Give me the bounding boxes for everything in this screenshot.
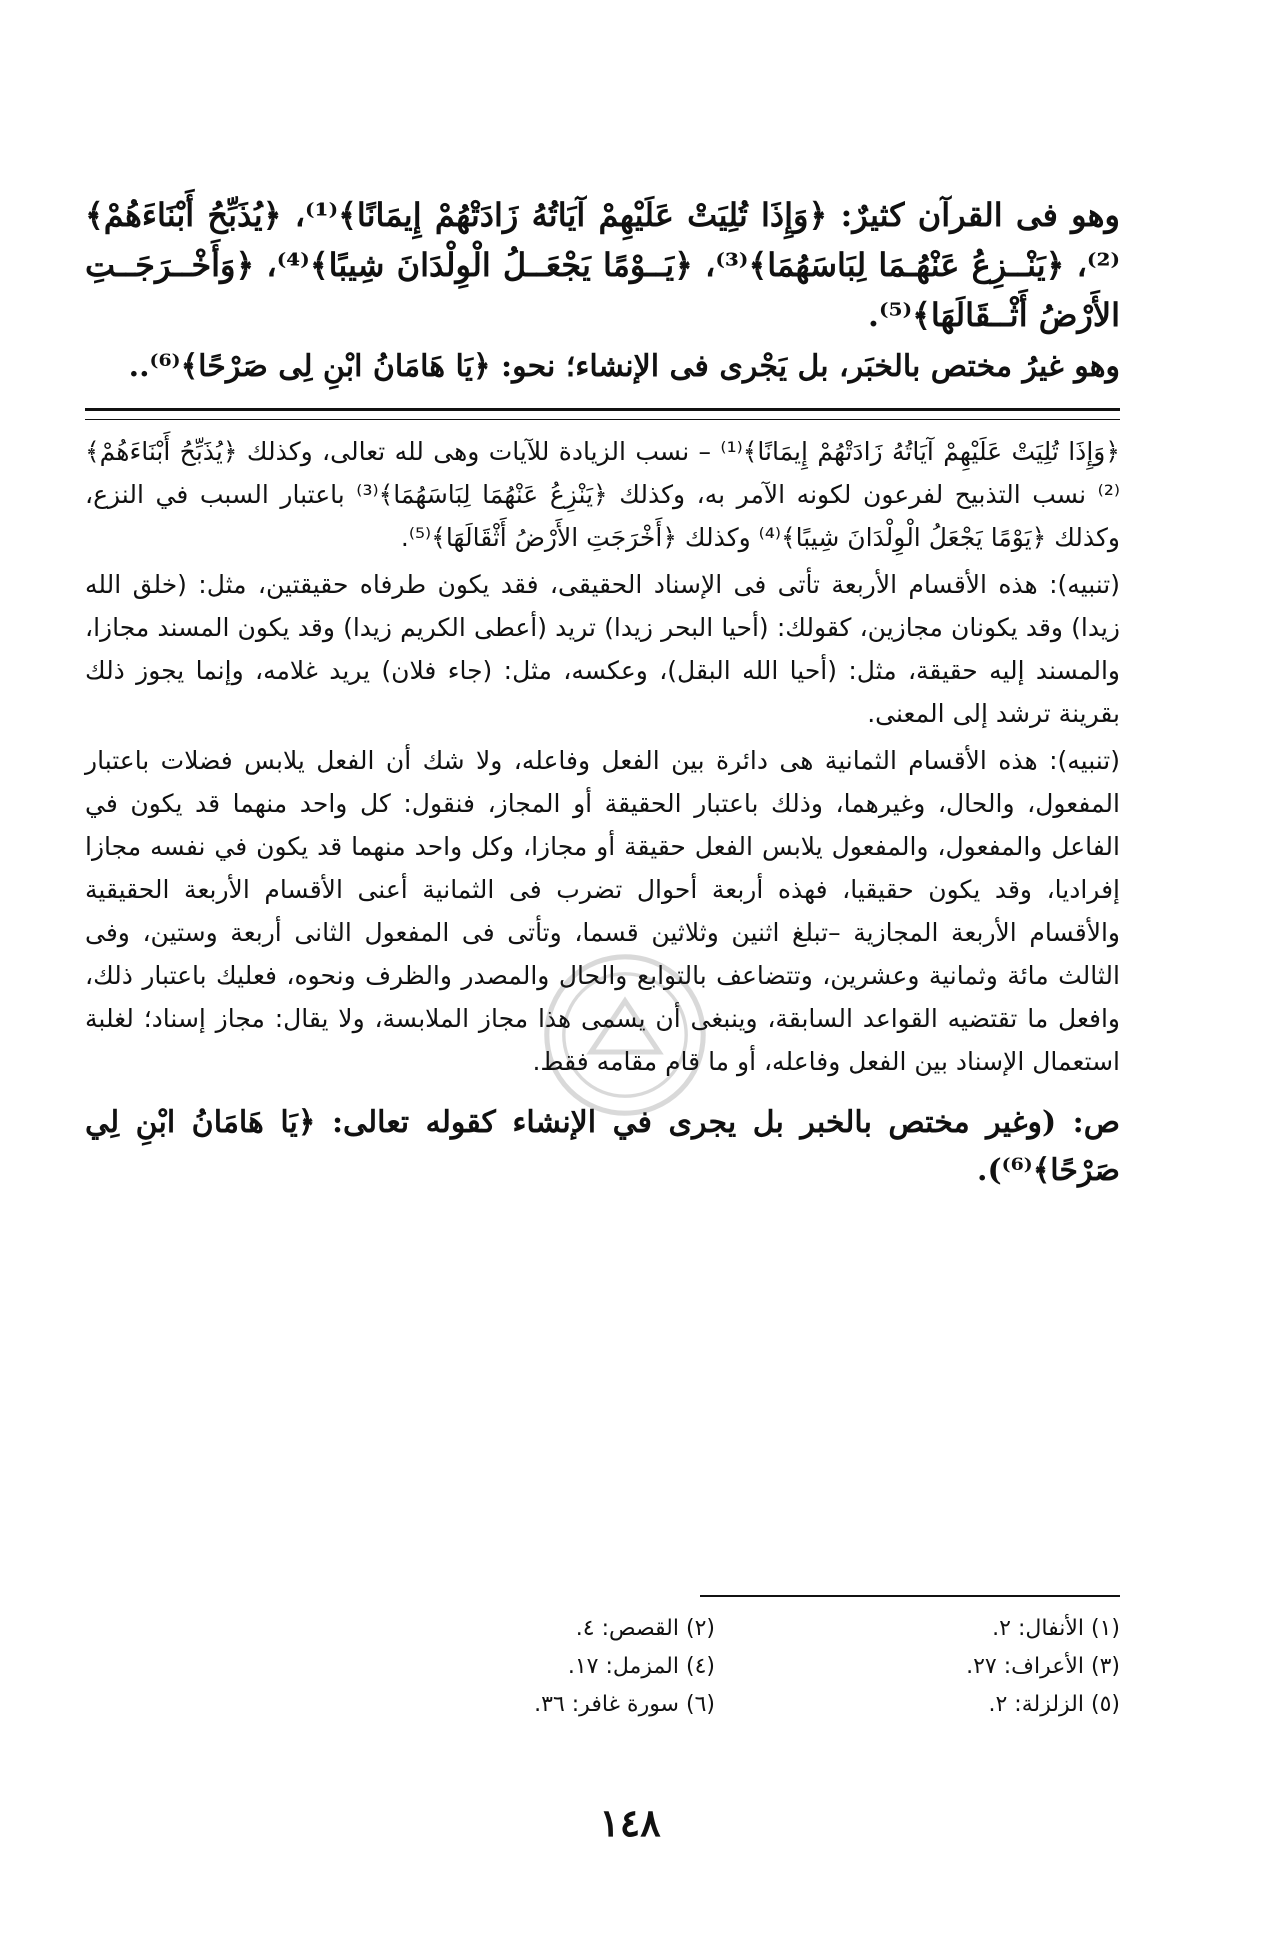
footnote-3: (٣) الأعراف: ٢٧. (966, 1654, 1120, 1679)
footnote-6: (٦) سورة غافر: ٣٦. (534, 1692, 715, 1717)
footnote-divider (700, 1595, 1120, 1597)
footnote-4: (٤) المزمل: ١٧. (567, 1654, 715, 1679)
sad-quotation: ص: (وغير مختص بالخبر بل يجرى في الإنشاء كقوله تعالى: ﴿يَا هَامَانُ ابْنِ لِي صَرْحًا﴾⁽⁶⁾). (85, 1105, 1120, 1188)
footnote-1: (١) الأنفال: ٢. (992, 1616, 1120, 1641)
main-text-paragraph-1: وهو فى القرآن كثيرٌ: ﴿وَإِذَا تُلِيَتْ عَلَيْهِمْ آيَاتُهُ زَادَتْهُمْ إِيمَانًا﴾⁽¹⁾، ﴿يُذَبِّحُ أَبْنَاءَهُمْ﴾⁽²⁾، ﴿يَنْــزِعُ عَنْهُـمَا لِبَاسَهُمَا﴾⁽³⁾، ﴿يَــوْمًا يَجْعَــلُ الْوِلْدَانَ شِيبًا﴾⁽⁴⁾، ﴿وَأَخْــرَجَــتِ الأَرْضُ أَثْــقَالَهَا﴾⁽⁵⁾. (85, 196, 1121, 334)
page-body (85, 190, 1120, 1195)
footnotes (330, 1610, 1120, 1724)
main-text-paragraph-2: وهو غيرُ مختص بالخبَر، بل يَجْرى فى الإنشاء؛ نحو: ﴿يَا هَامَانُ ابْنِ لِى صَرْحًا﴾⁽⁶⁾.. (128, 349, 1120, 384)
footnote-5: (٥) الزلزلة: ٢. (988, 1692, 1120, 1717)
commentary-paragraph-2: (تنبيه): هذه الأقسام الأربعة تأتى فى الإسناد الحقيقى، فقد يكون طرفاه حقيقتين، مثل: (خلق الله زيدا) وقد يكونان مجازين، كقولك: (أحيا البحر زيدا) تريد (أعطى الكريم زيدا) وقد يكون المسند مجازا، والمسند إليه حقيقة، مثل: (أحيا الله البقل)، وعكسه، مثل: (جاء فلان) يريد غلامه، وإنما يجوز ذلك بقرينة ترشد إلى المعنى. (85, 570, 1120, 728)
commentary-paragraph-3: (تنبيه): هذه الأقسام الثمانية هى دائرة بين الفعل وفاعله، ولا شك أن الفعل يلابس فضلات باعتبار المفعول، والحال، وغيرهما، وذلك باعتبار الحقيقة أو المجاز، فنقول: كل واحد منهما قد يكون في الفاعل والمفعول، والمفعول يلابس الفعل حقيقة أو مجازا، وكل واحد منهما قد يكون في نفسه مجازا إفراديا، وقد يكون حقيقيا، فهذه أربعة أحوال تضرب فى الثمانية أعنى الأقسام الأربعة الحقيقية والأقسام الأربعة المجازية –تبلغ اثنين وثلاثين قسما، وتأتى فى المفعول الثانى أربعة وستين، وفى الثالث مائة وثمانية وعشرين، وتتضاعف بالتوابع والحال والمصدر والظرف ونحوه، فعليك باعتبار ذلك، وافعل ما تقتضيه القواعد السابقة، وينبغى أن يسمى هذا مجاز الملابسة، ولا يقال: مجاز إسناد؛ لغلبة استعمال الإسناد بين الفعل وفاعله، أو ما قام مقامه فقط. (85, 746, 1120, 1076)
footnote-2: (٢) القصص: ٤. (575, 1616, 715, 1641)
section-divider-thick (85, 408, 1120, 411)
section-divider-thin (85, 419, 1120, 420)
page-number: ١٤٨ (599, 1800, 661, 1845)
commentary-paragraph-1: ﴿وَإِذَا تُلِيَتْ عَلَيْهِمْ آيَاتُهُ زَادَتْهُمْ إِيمَانًا﴾⁽¹⁾ – نسب الزيادة للآيات وهى لله تعالى، وكذلك ﴿يُذَبِّحُ أَبْنَاءَهُمْ﴾⁽²⁾ نسب التذبيح لفرعون لكونه الآمر به، وكذلك ﴿يَنْزِعُ عَنْهُمَا لِبَاسَهُمَا﴾⁽³⁾ باعتبار السبب في النزع، وكذلك ﴿يَوْمًا يَجْعَلُ الْوِلْدَانَ شِيبًا﴾⁽⁴⁾ وكذلك ﴿أَخْرَجَتِ الأَرْضُ أَثْقَالَهَا﴾⁽⁵⁾. (85, 437, 1120, 552)
